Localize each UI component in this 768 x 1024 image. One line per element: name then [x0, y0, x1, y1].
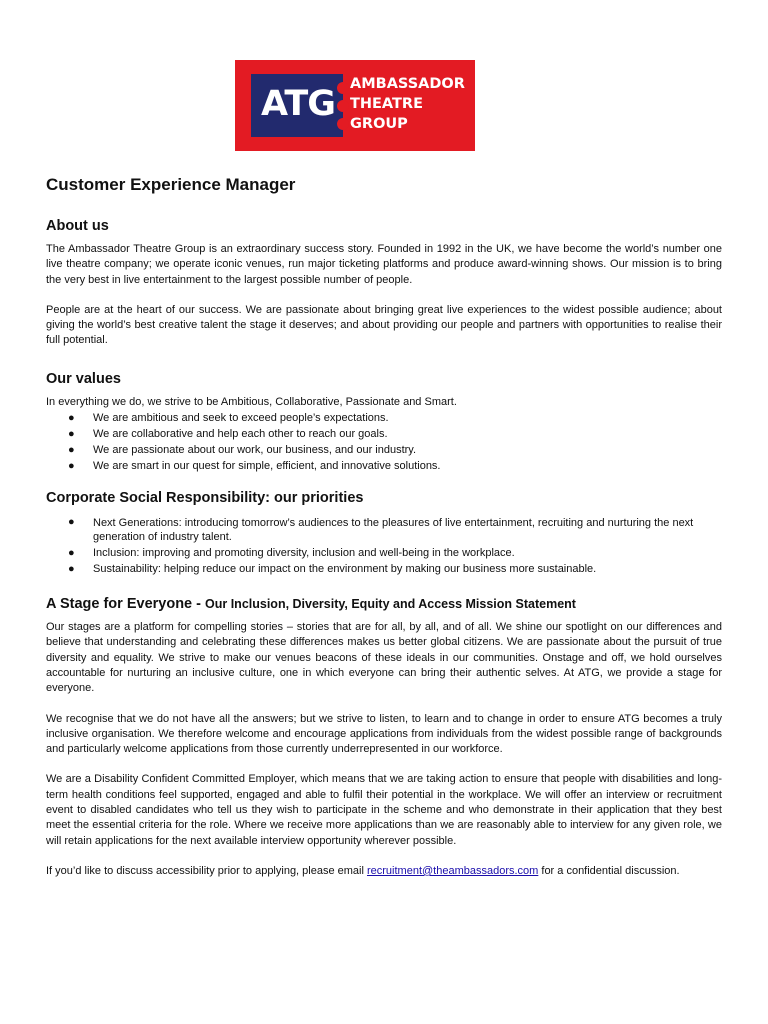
logo-name-line: THEATRE	[350, 96, 423, 112]
bullet-icon: ●	[68, 547, 75, 560]
about-heading: About us	[46, 218, 109, 234]
bullet-icon: ●	[68, 412, 75, 425]
list-item: ● We are smart in our quest for simple, efficient, and innovative solutions.	[68, 460, 441, 473]
list-item: ● Inclusion: improving and promoting diversity, inclusion and well-being in the workplace.	[68, 547, 515, 560]
logo-name-line: GROUP	[350, 116, 408, 132]
bullet-icon: ●	[68, 444, 75, 457]
stage-paragraph: We recognise that we do not have all the answers; but we strive to listen, to learn and to change in order to ensure ATG becomes a truly inclusive organisation. We therefore welcome and encourage applications from individuals from the widest possible range of backgrounds and particularly welcome applications from those currently underrepresented in our workforce.	[46, 712, 722, 756]
logo-mark: ATG	[261, 84, 335, 124]
document-body	[46, 172, 722, 879]
about-paragraph: The Ambassador Theatre Group is an extraordinary success story. Founded in 1992 in the UK, we have become the world’s number one live theatre company; we operate iconic venues, run major ticketing platforms and produce award-winning shows. Our mission is to bring the very best in live entertainment to the largest possible number of people.	[46, 243, 722, 286]
values-intro: In everything we do, we strive to be Ambitious, Collaborative, Passionate and Smart.	[46, 395, 457, 408]
csr-list	[46, 516, 722, 577]
list-item: ● Sustainability: helping reduce our impact on the environment by making our business more sustainable.	[68, 563, 597, 576]
stage-heading: A Stage for Everyone - Our Inclusion, Diversity, Equity and Access Mission Statement	[46, 596, 576, 613]
job-title: Customer Experience Manager	[46, 175, 296, 194]
stage-paragraph: We are a Disability Confident Committed Employer, which means that we are taking action to ensure that people with disabilities and long-term health conditions feel supported, engaged and able to fulfil their potential in the workplace. We will offer an interview or recruitment event to disabled candidates who tell us they wish to participate in the scheme and who demonstrate in their application that they best meet the essential criteria for the role. Where we receive more applications than we are reasonably able to interview for any given role, we will retain applications for the next available interview opportunity wherever possible.	[46, 773, 722, 847]
values-heading: Our values	[46, 370, 121, 387]
bullet-icon: ●	[68, 460, 75, 473]
list-item: ● We are collaborative and help each other to reach our goals.	[68, 428, 388, 441]
bullet-icon: ●	[68, 516, 75, 529]
csr-heading: Corporate Social Responsibility: our priorities	[46, 490, 364, 507]
stage-subheading: Our Inclusion, Diversity, Equity and Access Mission Statement	[205, 597, 576, 612]
about-paragraph: People are at the heart of our success. We are passionate about bringing great live experiences to the widest possible audience; about giving the world’s best creative talent the stage it deserves; and about providing our people and partners with opportunities to realise their full potential.	[46, 303, 722, 347]
values-list	[46, 410, 722, 474]
stage-paragraph: Our stages are a platform for compelling stories – stories that are for all, by all, and of all. We shine our spotlight on our differences and believe that understanding and celebrating these differences makes us better global citizens. We are passionate about the pursuit of true diversity and equality. We strive to make our venues beacons of these ideals in our communities. Onstage and off, we hold ourselves accountable for nurturing an inclusive culture, one in which everyone can bring their authentic selves. At ATG, we provide a stage for everyone.	[46, 621, 722, 695]
bullet-icon: ●	[68, 563, 75, 576]
bullet-icon: ●	[68, 428, 75, 441]
atg-logo	[235, 60, 475, 151]
list-item: ● We are ambitious and seek to exceed people’s expectations.	[68, 412, 389, 425]
logo-name-line: AMBASSADOR	[350, 76, 465, 92]
contact-paragraph: If you’d like to discuss accessibility prior to applying, please email recruitment@theambassadors.com for a confidential discussion.	[46, 864, 680, 877]
list-item: ● We are passionate about our work, our business, and our industry.	[68, 444, 417, 457]
list-item: ● Next Generations: introducing tomorrow’s audiences to the pleasures of live entertainment, recruiting and nurturing the next generation of industry talent.	[68, 516, 694, 543]
email-link[interactable]: recruitment@theambassadors.com	[366, 864, 539, 877]
logo-name	[350, 74, 465, 134]
